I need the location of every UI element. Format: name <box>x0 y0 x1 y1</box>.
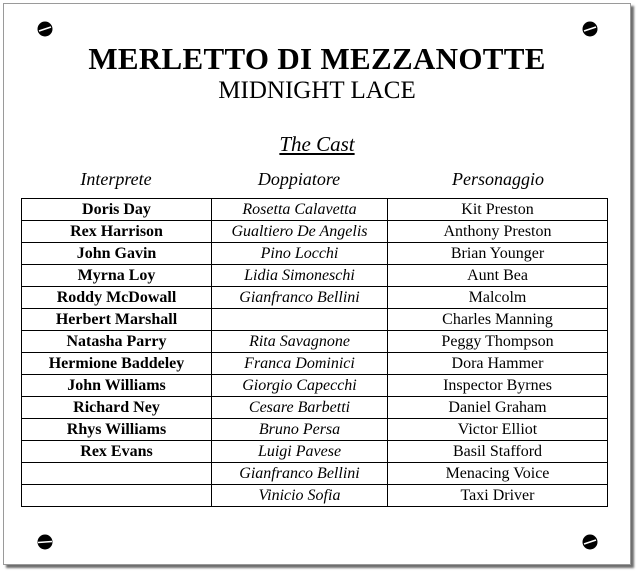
voice-actor-cell: Bruno Persa <box>212 419 388 441</box>
actor-cell: Rhys Williams <box>22 419 212 441</box>
actor-cell: Richard Ney <box>22 397 212 419</box>
character-cell: Peggy Thompson <box>388 331 608 353</box>
character-cell: Dora Hammer <box>388 353 608 375</box>
table-row <box>22 397 608 419</box>
table-row <box>22 287 608 309</box>
character-cell: Anthony Preston <box>388 221 608 243</box>
voice-actor-cell: Rosetta Calavetta <box>212 199 388 221</box>
voice-actor-cell: Lidia Simoneschi <box>212 265 388 287</box>
voice-actor-cell: Gualtiero De Angelis <box>212 221 388 243</box>
film-subtitle: MIDNIGHT LACE <box>218 77 416 104</box>
actor-cell: Doris Day <box>22 199 212 221</box>
actor-cell: Roddy McDowall <box>22 287 212 309</box>
character-cell: Malcolm <box>388 287 608 309</box>
table-row <box>22 243 608 265</box>
table-row <box>22 463 608 485</box>
character-cell: Victor Elliot <box>388 419 608 441</box>
voice-actor-cell: Giorgio Capecchi <box>212 375 388 397</box>
character-cell: Basil Stafford <box>388 441 608 463</box>
column-header-doppiatore: Doppiatore <box>257 169 341 189</box>
actor-cell: Rex Harrison <box>22 221 212 243</box>
voice-actor-cell: Franca Dominici <box>212 353 388 375</box>
voice-actor-cell: Luigi Pavese <box>212 441 388 463</box>
actor-cell: Herbert Marshall <box>22 309 212 331</box>
cast-heading: The Cast <box>279 132 355 156</box>
character-cell: Taxi Driver <box>388 485 608 507</box>
screw-icon <box>37 21 53 37</box>
voice-actor-cell: Gianfranco Bellini <box>212 463 388 485</box>
actor-cell <box>22 485 212 507</box>
cast-table-body <box>22 199 608 507</box>
table-row <box>22 353 608 375</box>
voice-actor-cell <box>212 309 388 331</box>
actor-cell: John Williams <box>22 375 212 397</box>
character-cell: Inspector Byrnes <box>388 375 608 397</box>
table-row <box>22 221 608 243</box>
column-header-interprete: Interprete <box>80 169 152 189</box>
actor-cell: John Gavin <box>22 243 212 265</box>
character-cell: Kit Preston <box>388 199 608 221</box>
character-cell: Menacing Voice <box>388 463 608 485</box>
character-cell: Brian Younger <box>388 243 608 265</box>
screw-icon <box>582 534 598 550</box>
film-title: MERLETTO DI MEZZANOTTE <box>88 41 546 76</box>
actor-cell <box>22 463 212 485</box>
table-row <box>22 309 608 331</box>
character-cell: Aunt Bea <box>388 265 608 287</box>
cast-plaque <box>3 3 631 565</box>
table-row <box>22 199 608 221</box>
cast-table <box>21 198 608 507</box>
column-header-personaggio: Personaggio <box>452 169 544 189</box>
character-cell: Charles Manning <box>388 309 608 331</box>
screw-icon <box>37 534 53 550</box>
table-row <box>22 331 608 353</box>
actor-cell: Myrna Loy <box>22 265 212 287</box>
table-row <box>22 419 608 441</box>
table-row <box>22 485 608 507</box>
voice-actor-cell: Pino Locchi <box>212 243 388 265</box>
screw-icon <box>582 21 598 37</box>
table-row <box>22 265 608 287</box>
voice-actor-cell: Gianfranco Bellini <box>212 287 388 309</box>
actor-cell: Rex Evans <box>22 441 212 463</box>
voice-actor-cell: Cesare Barbetti <box>212 397 388 419</box>
actor-cell: Natasha Parry <box>22 331 212 353</box>
table-row <box>22 441 608 463</box>
actor-cell: Hermione Baddeley <box>22 353 212 375</box>
table-row <box>22 375 608 397</box>
voice-actor-cell: Vinicio Sofia <box>212 485 388 507</box>
character-cell: Daniel Graham <box>388 397 608 419</box>
voice-actor-cell: Rita Savagnone <box>212 331 388 353</box>
